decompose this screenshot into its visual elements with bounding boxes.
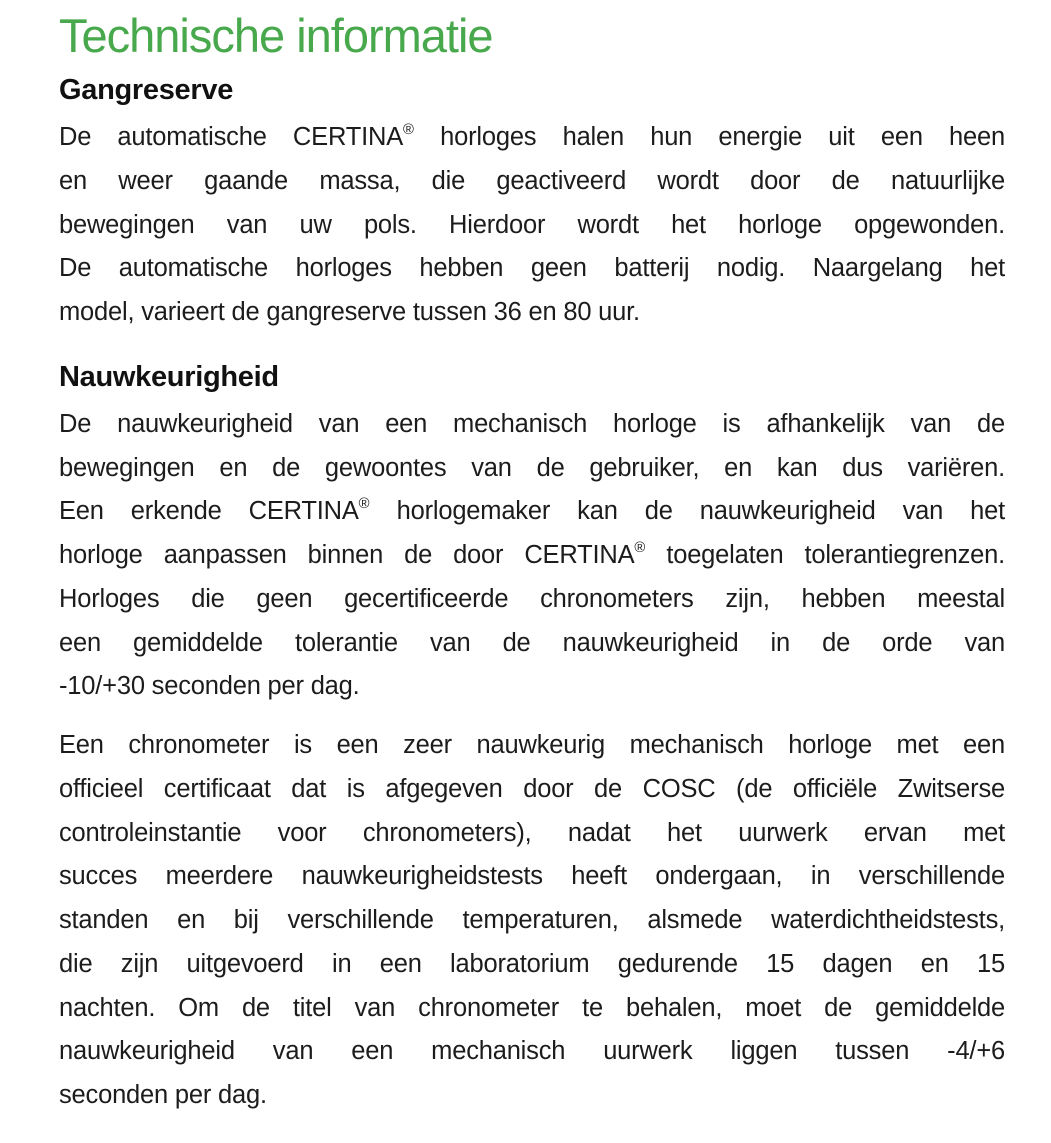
text-line: seconden per dag. bbox=[59, 1081, 267, 1109]
text-line: bewegingen van uw pols. Hierdoor wordt het horloge opgewonden. bbox=[59, 210, 1005, 239]
page-title: Technische informatie bbox=[59, 9, 493, 62]
paragraph bbox=[59, 403, 1005, 709]
text-line: horloge aanpassen binnen de door CERTINA® toegelaten tolerantiegrenzen. bbox=[59, 540, 1006, 569]
text-line: succes meerdere nauwkeurigheidstests heeft ondergaan, in verschillende bbox=[59, 862, 1005, 891]
text-line: bewegingen en de gewoontes van de gebruiker, en kan dus variëren. bbox=[59, 453, 1005, 482]
text-line: officieel certificaat dat is afgegeven door de COSC (de officiële Zwitserse bbox=[59, 774, 1005, 803]
text-line: controleinstantie voor chronometers), nadat het uurwerk ervan met bbox=[59, 818, 1005, 847]
text-line: nauwkeurigheid van een mechanisch uurwerk liggen tussen -4/+6 bbox=[59, 1037, 1005, 1066]
text-line: Een chronometer is een zeer nauwkeurig mechanisch horloge met een bbox=[59, 731, 1005, 759]
text-line: een gemiddelde tolerantie van de nauwkeurigheid in de orde van bbox=[59, 628, 1005, 657]
text-line: en weer gaande massa, die geactiveerd wordt door de natuurlijke bbox=[59, 166, 1005, 195]
text-line: Een erkende CERTINA® horlogemaker kan de nauwkeurigheid van het bbox=[59, 496, 1005, 526]
section-heading: Nauwkeurigheid bbox=[59, 360, 279, 393]
paragraph bbox=[59, 116, 1005, 335]
text-line: De automatische horloges hebben geen batterij nodig. Naargelang het bbox=[59, 254, 1005, 283]
section-heading: Gangreserve bbox=[59, 74, 234, 106]
text-line: die zijn uitgevoerd in een laboratorium gedurende 15 dagen en 15 bbox=[59, 949, 1005, 978]
section-gangreserve bbox=[59, 75, 1005, 335]
text-line: De nauwkeurigheid van een mechanisch horloge is afhankelijk van de bbox=[59, 409, 1005, 438]
text-line: model, varieert de gangreserve tussen 36 en 80 uur. bbox=[59, 298, 640, 326]
text-line: De automatische CERTINA® horloges halen hun energie uit een heen bbox=[59, 122, 1005, 151]
text-line: Horloges die geen gecertificeerde chronometers zijn, hebben meestal bbox=[59, 584, 1005, 613]
section-nauwkeurigheid bbox=[59, 362, 1005, 1118]
text-line: nachten. Om de titel van chronometer te behalen, moet de gemiddelde bbox=[59, 993, 1005, 1022]
paragraph bbox=[59, 724, 1005, 1118]
text-line: -10/+30 seconden per dag. bbox=[59, 672, 360, 701]
text-line: standen en bij verschillende temperaturen, alsmede waterdichtheidstests, bbox=[59, 906, 1005, 934]
